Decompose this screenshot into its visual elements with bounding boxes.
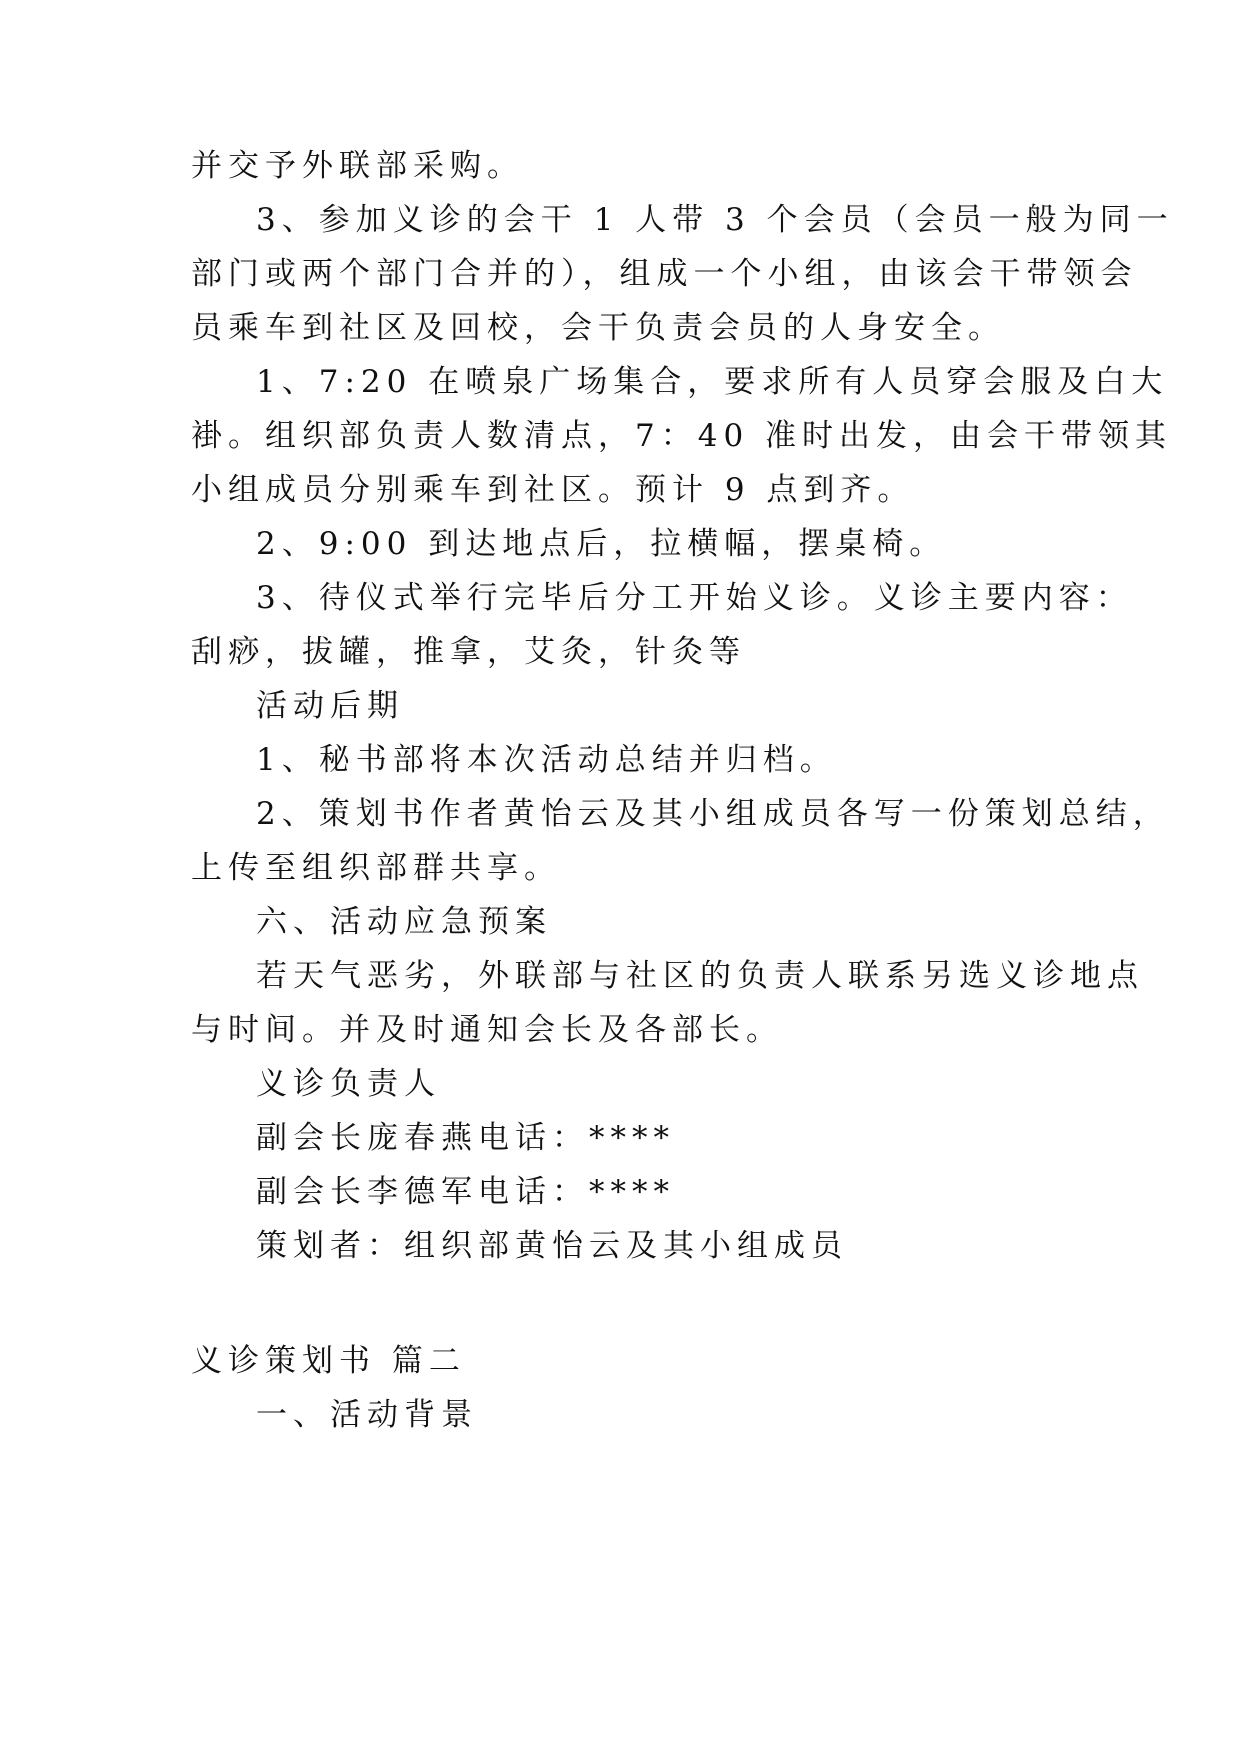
paragraph-line: 1、秘书部将本次活动总结并归档。 [256,742,837,778]
document-title: 义诊策划书 篇二 [191,1343,466,1379]
section-heading: 活动后期 [256,688,404,724]
paragraph-line: 刮痧，拔罐，推拿，艾灸，针灸等 [191,634,746,670]
paragraph-line: 上传至组织部群共享。 [191,850,561,886]
paragraph-line: 员乘车到社区及回校，会干负责会员的人身安全。 [191,310,1005,346]
paragraph-line: 小组成员分别乘车到社区。预计 9 点到齐。 [191,472,915,508]
paragraph-line: 并交予外联部采购。 [191,148,524,184]
section-heading: 六、活动应急预案 [256,904,552,940]
paragraph-line: 2、9:00 到达地点后，拉横幅，摆桌椅。 [256,526,947,562]
paragraph-line: 2、策划书作者黄怡云及其小组成员各写一份策划总结， [256,796,1170,832]
paragraph-line: 褂。组织部负责人数清点，7：40 准时出发，由会干带领其 [191,418,1173,454]
contact-line: 副会长李德军电话：**** [256,1174,675,1210]
paragraph-line: 义诊负责人 [256,1066,441,1102]
planner-line: 策划者：组织部黄怡云及其小组成员 [256,1228,848,1264]
paragraph-line: 若天气恶劣，外联部与社区的负责人联系另选义诊地点 [256,958,1144,994]
paragraph-line: 3、待仪式举行完毕后分工开始义诊。义诊主要内容： [256,580,1133,616]
paragraph-line: 1、7:20 在喷泉广场集合，要求所有人员穿会服及白大 [256,364,1169,400]
paragraph-line: 部门或两个部门合并的），组成一个小组，由该会干带领会 [191,256,1138,292]
paragraph-line: 与时间。并及时通知会长及各部长。 [191,1012,783,1048]
paragraph-line: 3、参加义诊的会干 1 人带 3 个会员（会员一般为同一 [256,202,1174,238]
contact-line: 副会长庞春燕电话：**** [256,1120,675,1156]
section-heading: 一、活动背景 [256,1397,478,1433]
